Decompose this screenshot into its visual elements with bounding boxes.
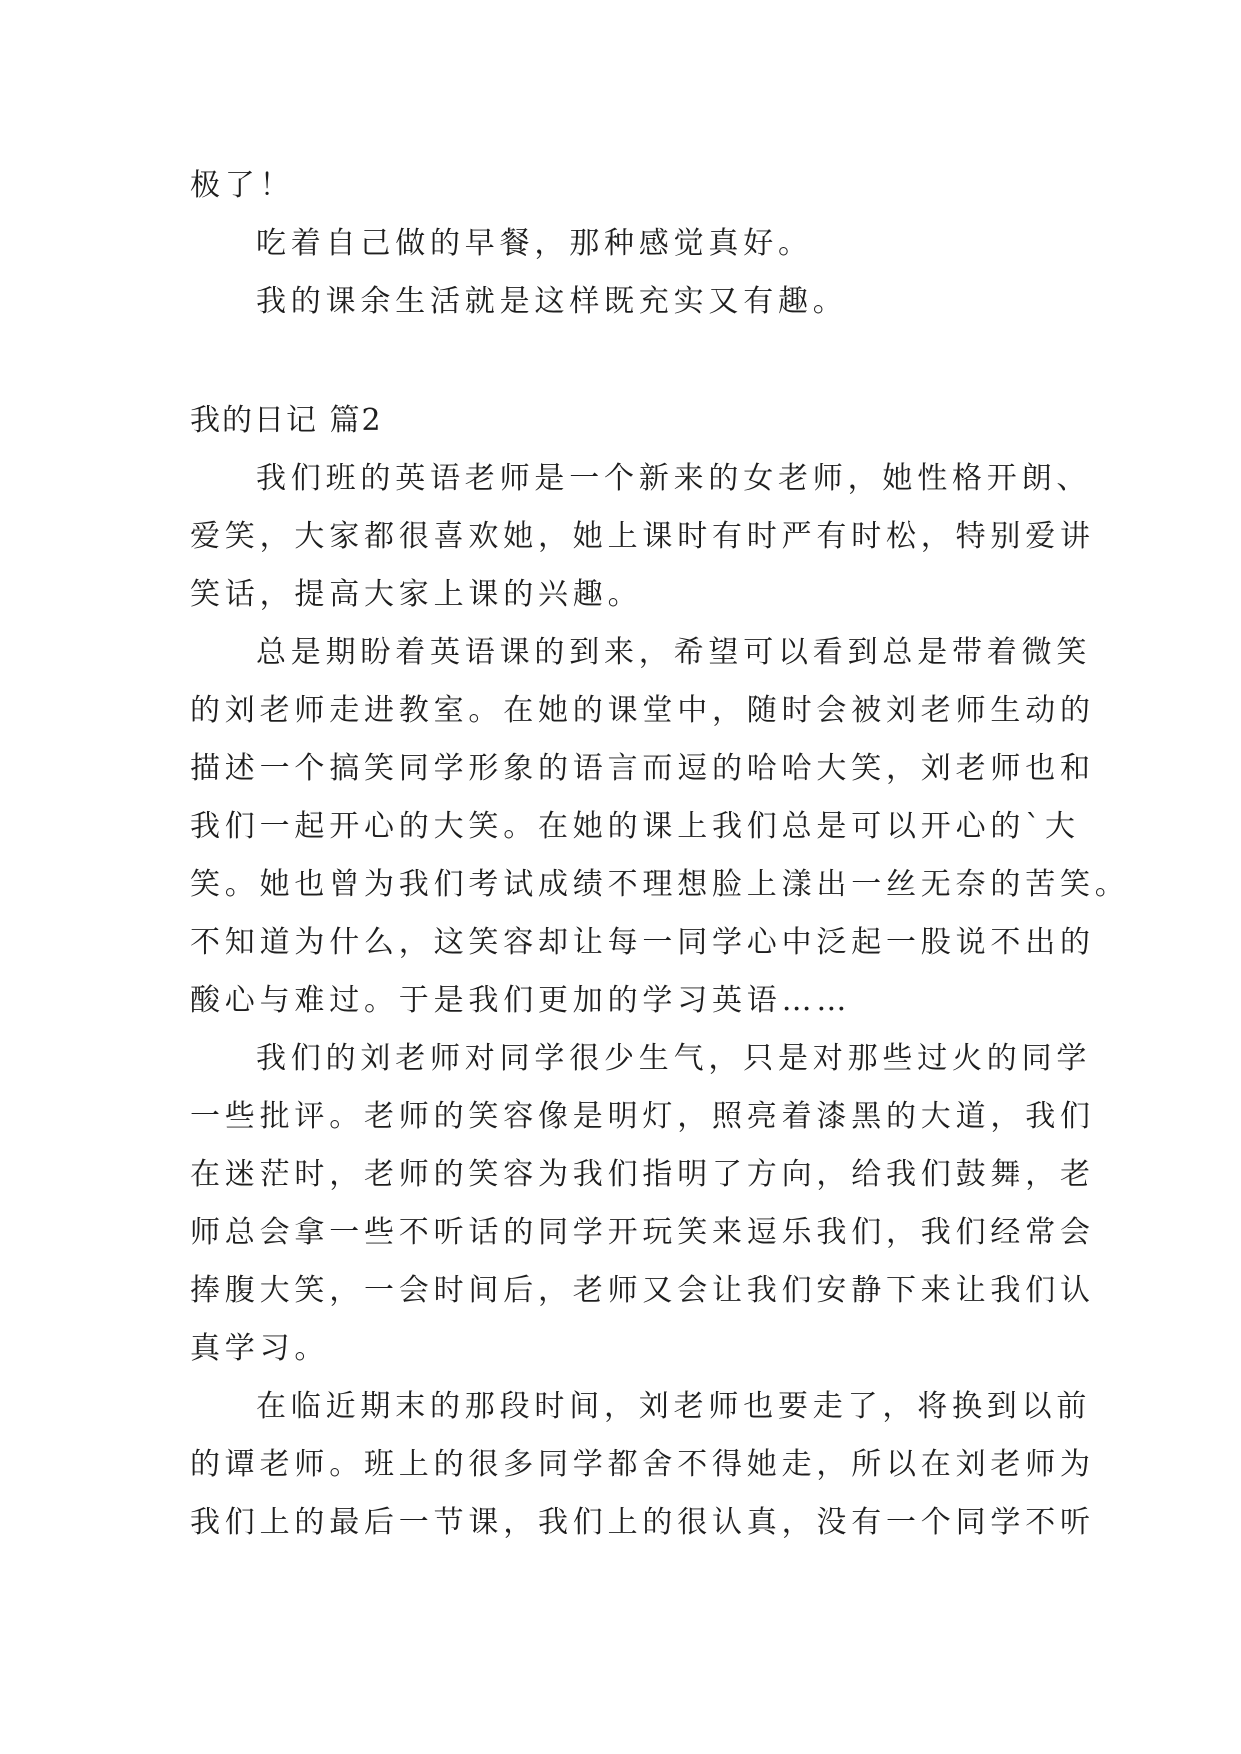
text-line: 一些批评。老师的笑容像是明灯，照亮着漆黑的大道，我们	[190, 1099, 1095, 1134]
text-line: 极了！	[190, 168, 295, 203]
text-line: 爱笑，大家都很喜欢她，她上课时有时严有时松，特别爱讲	[190, 519, 1095, 554]
text-line: 笑话，提高大家上课的兴趣。	[190, 577, 643, 612]
text-line: 师总会拿一些不听话的同学开玩笑来逗乐我们，我们经常会	[190, 1215, 1095, 1250]
text-line: 不知道为什么，这笑容却让每一同学心中泛起一股说不出的	[190, 925, 1095, 960]
text-line: 我们上的最后一节课，我们上的很认真，没有一个同学不听	[190, 1505, 1095, 1540]
text-line: 描述一个搞笑同学形象的语言而逗的哈哈大笑，刘老师也和	[190, 751, 1095, 786]
text-line: 真学习。	[190, 1331, 330, 1366]
text-line: 我们班的英语老师是一个新来的女老师，她性格开朗、	[256, 461, 1092, 496]
text-line: 吃着自己做的早餐，那种感觉真好。	[256, 226, 813, 261]
text-line: 酸心与难过。于是我们更加的学习英语……	[190, 983, 852, 1018]
text-line: 我们一起开心的大笑。在她的课上我们总是可以开心的`大	[190, 809, 1080, 844]
text-line: 的刘老师走进教室。在她的课堂中，随时会被刘老师生动的	[190, 693, 1095, 728]
section-heading: 我的日记 篇2	[190, 403, 383, 438]
text-line: 我的课余生活就是这样既充实又有趣。	[256, 284, 848, 319]
text-line: 捧腹大笑，一会时间后，老师又会让我们安静下来让我们认	[190, 1273, 1095, 1308]
text-line: 我们的刘老师对同学很少生气，只是对那些过火的同学	[256, 1041, 1092, 1076]
text-line: 在迷茫时，老师的笑容为我们指明了方向，给我们鼓舞，老	[190, 1157, 1095, 1192]
text-line: 总是期盼着英语课的到来，希望可以看到总是带着微笑	[256, 635, 1092, 670]
text-line: 笑。她也曾为我们考试成绩不理想脸上漾出一丝无奈的苦笑。	[190, 867, 1130, 902]
text-line: 的谭老师。班上的很多同学都舍不得她走，所以在刘老师为	[190, 1447, 1095, 1482]
text-line: 在临近期末的那段时间，刘老师也要走了，将换到以前	[256, 1389, 1092, 1424]
